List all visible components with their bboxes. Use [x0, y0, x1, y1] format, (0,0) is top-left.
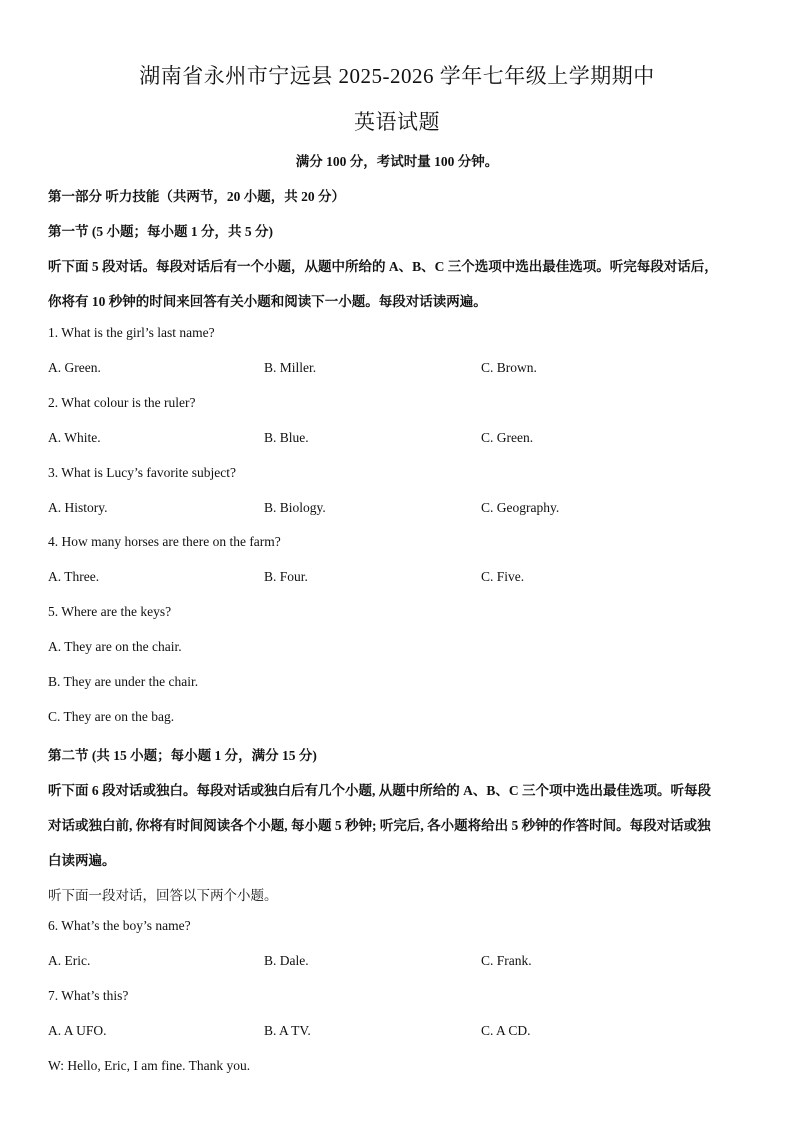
question-3: 3. What is Lucy’s favorite subject? [48, 465, 236, 480]
section2-sub-intro: 听下面一段对话，回答以下两个小题。 [48, 888, 278, 903]
question-2: 2. What colour is the ruler? [48, 395, 196, 410]
question-3-option-a: A. History. [48, 500, 108, 515]
part1-heading: 第一部分 听力技能（共两节，20 小题，共 20 分） [48, 189, 345, 204]
question-4-option-c: C. Five. [481, 569, 525, 584]
question-7-option-c: C. A CD. [481, 1023, 531, 1038]
question-2-option-a: A. White. [48, 430, 101, 445]
section1-instructions-line1: 听下面 5 段对话。每段对话后有一个小题，从题中所给的 A、B、C 三个选项中选出最佳选项。听完每段对话后， [48, 259, 718, 274]
section1-instructions-line2: 你将有 10 秒钟的时间来回答有关小题和阅读下一小题。每段对话读两遍。 [48, 294, 487, 309]
question-4: 4. How many horses are there on the farm? [48, 534, 281, 549]
section1-heading: 第一节 (5 小题；每小题 1 分，共 5 分) [48, 224, 273, 239]
question-3-option-c: C. Geography. [481, 500, 560, 515]
question-5: 5. Where are the keys? [48, 604, 172, 619]
question-6-option-a: A. Eric. [48, 953, 91, 968]
question-1-option-b: B. Miller. [264, 360, 317, 375]
question-4-option-a: A. Three. [48, 569, 100, 584]
question-2-option-c: C. Green. [481, 430, 534, 445]
question-7-option-a: A. A UFO. [48, 1023, 107, 1038]
question-1: 1. What is the girl’s last name? [48, 325, 215, 340]
question-3-option-b: B. Biology. [264, 500, 326, 515]
section2-instructions-line1: 听下面 6 段对话或独白。每段对话或独白后有几个小题, 从题中所给的 A、B、C 三个项中选出最佳选项。听每段 [48, 783, 712, 798]
question-1-option-c: C. Brown. [481, 360, 537, 375]
section2-instructions-line2: 对话或独白前, 你将有时间阅读各个小题, 每小题 5 秒钟; 听完后, 各小题将给出 5 秒钟的作答时间。每段对话或独 [48, 818, 711, 833]
question-2-option-b: B. Blue. [264, 430, 309, 445]
section2-instructions-line3: 白读两遍。 [48, 853, 116, 868]
exam-title: 湖南省永州市宁远县 2025-2026 学年七年级上学期期中 [139, 64, 655, 88]
question-6-option-c: C. Frank. [481, 953, 532, 968]
question-4-option-b: B. Four. [264, 569, 308, 584]
question-5-option-a: A. They are on the chair. [48, 639, 182, 654]
question-1-option-a: A. Green. [48, 360, 101, 375]
transcript-line: W: Hello, Eric, I am fine. Thank you. [48, 1058, 251, 1073]
question-6: 6. What’s the boy’s name? [48, 918, 191, 933]
question-7-option-b: B. A TV. [264, 1023, 311, 1038]
exam-info: 满分 100 分，考试时量 100 分钟。 [295, 154, 499, 169]
section2-heading: 第二节 (共 15 小题；每小题 1 分，满分 15 分) [48, 748, 317, 763]
question-6-option-b: B. Dale. [264, 953, 309, 968]
question-5-option-c: C. They are on the bag. [48, 709, 175, 724]
exam-subject-title: 英语试题 [354, 110, 440, 134]
question-5-option-b: B. They are under the chair. [48, 674, 199, 689]
question-7: 7. What’s this? [48, 988, 129, 1003]
